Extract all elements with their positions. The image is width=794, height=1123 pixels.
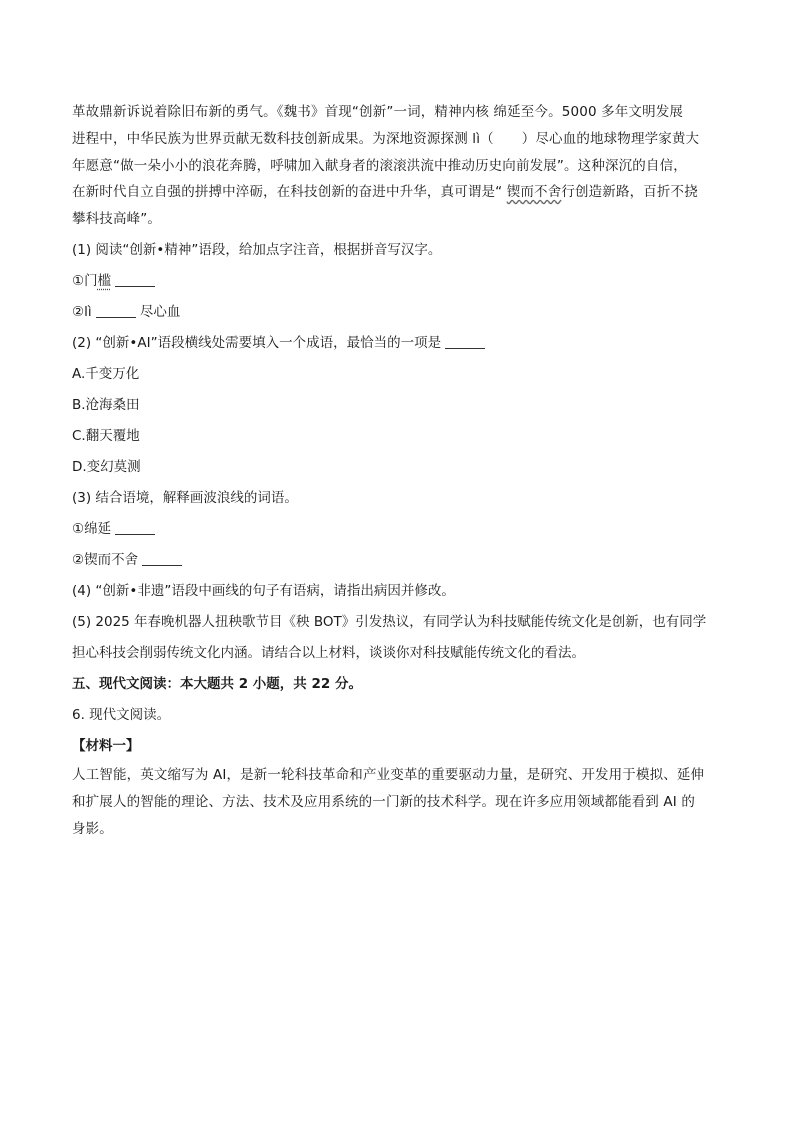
answer-blank[interactable] <box>96 316 136 318</box>
question-5-line: 担心科技会削弱传统文化内涵。请结合以上材料，谈谈你对科技赋能传统文化的看法。 <box>72 644 585 661</box>
item-6: 6. 现代文阅读。 <box>72 706 171 723</box>
answer-blank[interactable] <box>445 347 485 349</box>
material-line: 身影。 <box>72 820 113 837</box>
material-label: 【材料一】 <box>72 737 140 754</box>
passage-line: 年愿意“做一朵小小的浪花奔腾，呼啸加入献身者的滚滚洪流中推动历史向前发展”。这种深沉的自信， <box>72 157 687 174</box>
question-2-text: (2) “创新•AI”语段横线处需要填入一个成语，最恰当的一项是 <box>72 334 442 351</box>
passage-paragraph <box>72 99 722 233</box>
passage-line: 攀科技高峰”。 <box>72 211 162 228</box>
passage-line <box>72 179 722 206</box>
passage-line-head: 在新时代自立自强的拼搏中淬砺，在科技创新的奋进中升华，真可谓是“ <box>72 184 503 201</box>
material-line: 人工智能，英文缩写为 AI，是新一轮科技革命和产业变革的重要驱动力量，是研究、开发用于模拟、延伸 <box>72 766 705 783</box>
passage-line-tail: 行创造新路，百折不挠 <box>561 184 698 201</box>
question-4: (4) “创新•非遗”语段中画线的句子有语病，请指出病因并修改。 <box>72 582 455 599</box>
material-paragraph <box>72 762 722 842</box>
question-1: (1) 阅读“创新•精神”语段，给加点字注音，根据拼音写汉字。 <box>72 241 442 258</box>
question-1a-prefix: ①门 <box>72 272 98 289</box>
answer-blank[interactable] <box>115 533 155 535</box>
option-c: C.翻天覆地 <box>72 427 140 444</box>
question-3a-text: ①绵延 <box>72 520 112 537</box>
question-1b-suffix: 尽心血 <box>139 303 181 320</box>
answer-blank[interactable] <box>142 564 182 566</box>
material-line: 和扩展人的智能的理论、方法、技术及应用系统的一门新的技术科学。现在许多应用领域都能看到 AI 的 <box>72 793 695 810</box>
question-3b <box>72 545 722 576</box>
option-d: D.变幻莫测 <box>72 458 141 475</box>
question-1a <box>72 266 722 297</box>
section-heading: 五、现代文阅读：本大题共 2 小题，共 22 分。 <box>72 675 362 692</box>
question-3a <box>72 514 722 545</box>
answer-blank[interactable] <box>115 285 155 287</box>
option-b: B.沧海桑田 <box>72 396 140 413</box>
passage-line <box>72 126 722 153</box>
passage-line: 革故鼎新诉说着除旧布新的勇气。《魏书》首现“创新”一词，精神内核 绵延至今。5000 多年文明发展 <box>72 104 684 120</box>
document-page <box>72 99 722 842</box>
passage-line-tail: ）尽心血的地球物理学家黄大 <box>521 130 700 147</box>
question-1b-prefix: ②lì <box>72 303 92 320</box>
dotted-character: 槛 <box>97 272 112 289</box>
question-2 <box>72 328 722 359</box>
question-3: (3) 结合语境，解释画波浪线的词语。 <box>72 489 298 506</box>
question-5-line: (5) 2025 年春晚机器人扭秧歌节目《秧 BOT》引发热议，有同学认为科技赋能传统文化是创新，也有同学 <box>72 613 707 630</box>
passage-line-head: 进程中，中华民族为世界贡献无数科技创新成果。为深地资源探测 lì（ <box>72 130 494 147</box>
wavy-underlined-phrase: 锲而不舍 <box>506 184 562 201</box>
option-a: A.千变万化 <box>72 365 140 382</box>
question-3b-text: ②锲而不舍 <box>72 551 139 568</box>
question-1b <box>72 297 722 328</box>
